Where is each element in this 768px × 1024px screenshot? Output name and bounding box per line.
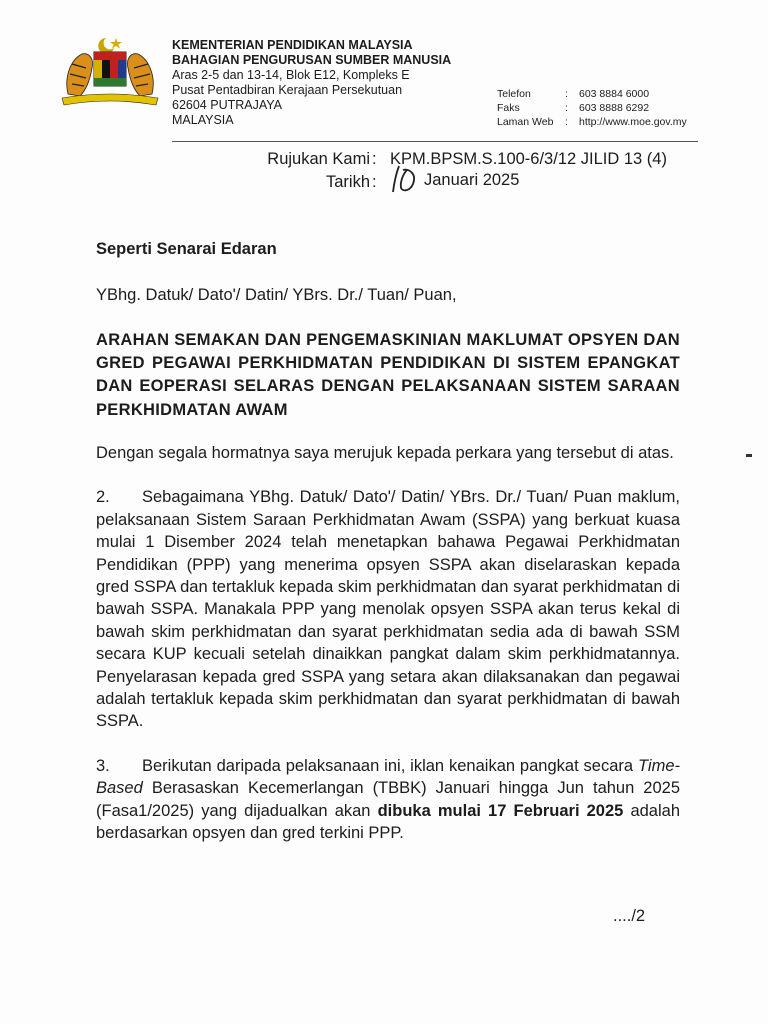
paragraph-number: 2. — [96, 488, 110, 507]
paragraph-3-italic: Time-Based — [96, 756, 680, 798]
website-link[interactable]: http://www.moe.gov.my — [579, 116, 687, 129]
contact-value: 603 8884 6000 — [579, 88, 650, 100]
reference-row — [0, 148, 768, 171]
contact-separator: : — [565, 88, 568, 100]
reference-number: KPM.BPSM.S.100-6/3/12 JILID 13 (4) — [390, 150, 667, 168]
salutation: YBhg. Datuk/ Dato'/ Datin/ YBrs. Dr./ Tuan/ Puan, — [96, 286, 457, 305]
contact-row-web — [497, 115, 687, 129]
address-line: 62604 PUTRAJAYA — [172, 98, 283, 112]
paragraph-1: Dengan segala hormatnya saya merujuk kepada perkara yang tersebut di atas. — [96, 444, 674, 462]
date-colon: : — [372, 173, 377, 191]
edge-mark — [746, 454, 752, 457]
letter-body — [96, 238, 680, 845]
recipient-line: Seperti Senarai Edaran — [96, 240, 277, 258]
date-value: Januari 2025 — [424, 171, 520, 189]
header-divider — [172, 141, 698, 142]
reference-colon: : — [372, 150, 377, 168]
paragraph-2 — [96, 486, 680, 732]
paragraph-number: 3. — [96, 756, 110, 775]
address-line: Pusat Pentadbiran Kerajaan Persekutuan — [172, 83, 403, 97]
contact-label: Laman Web — [497, 116, 554, 129]
paragraph-3-text-b: Berasaskan Kecemerlangan (TBBK) Januari hingga Jun tahun 2025 (Fasa1/2025) yang dijadualkan akan — [96, 779, 680, 820]
paragraph-3-bold: dibuka mulai 17 Februari 2025 — [377, 801, 624, 820]
division-name: BAHAGIAN PENGURUSAN SUMBER MANUSIA — [172, 53, 452, 67]
contact-label: Faks — [497, 102, 520, 115]
agency-block — [172, 38, 451, 128]
paragraph-3 — [96, 755, 680, 845]
reference-block — [0, 148, 768, 194]
reference-label: Rujukan Kami — [267, 150, 370, 168]
paragraph-3-text-c: adalah berdasarkan opsyen dan gred terkini PPP. — [96, 801, 681, 843]
handwritten-day-signature — [387, 162, 421, 196]
contact-label: Telefon — [497, 88, 531, 100]
paragraph-2-text: Sebagaimana YBhg. Datuk/ Dato'/ Datin/ YBrs. Dr./ Tuan/ Puan maklum, pelaksanaan Sistem Saraan Perkhidmatan Awam (SSPA) yang berkuat kuasa mulai 1 Disember 2024 telah menetapkan bahawa Pegawai Perkhidmatan Pendidikan (PPP) yang menerima opsyen SSPA akan diselaraskan kepada gred SSPA dan tertakluk kepada skim perkhidmatan dan syarat perkhidmatan di bawah SSPA. Manakala PPP yang menolak opsyen SSPA akan terus kekal di bawah skim perkhidmatan dan syarat perkhidmatan sedia ada di bawah SSM secara KUP kecuali setelah dinaikkan pangkat dalam skim perkhidmatannya. Penyelarasan kepada gred SSPA yang setara akan dilaksanakan dan pegawai adalah tertakluk kepada skim perkhidmatan dan syarat perkhidmatan di bawah SSPA. — [96, 488, 680, 731]
paragraph-3-text-a: Berikutan daripada pelaksanaan ini, iklan kenaikan pangkat secara — [142, 756, 634, 775]
address-line: Aras 2-5 dan 13-14, Blok E12, Kompleks E — [172, 68, 410, 82]
contact-value: 603 8888 6292 — [579, 102, 650, 115]
contact-separator: : — [565, 102, 568, 115]
contact-separator: : — [565, 116, 568, 129]
subject-heading: ARAHAN SEMAKAN DAN PENGEMASKINIAN MAKLUMAT OPSYEN DAN GRED PEGAWAI PERKHIDMATAN PENDIDIKAN DI SISTEM EPANGKAT DAN EOPERASI SELARAS DENGAN PELAKSANAAN SISTEM SARAAN PERKHIDMATAN AWAM — [96, 330, 680, 419]
contact-row-fax — [497, 101, 687, 115]
date-label: Tarikh — [325, 173, 370, 191]
contact-block — [497, 87, 687, 130]
page-continuation: ..../2 — [613, 907, 646, 925]
coat-of-arms-icon — [56, 34, 164, 106]
address-line: MALAYSIA — [172, 113, 234, 127]
date-row — [0, 171, 768, 194]
ministry-name: KEMENTERIAN PENDIDIKAN MALAYSIA — [172, 38, 413, 52]
contact-row-phone — [497, 87, 687, 101]
